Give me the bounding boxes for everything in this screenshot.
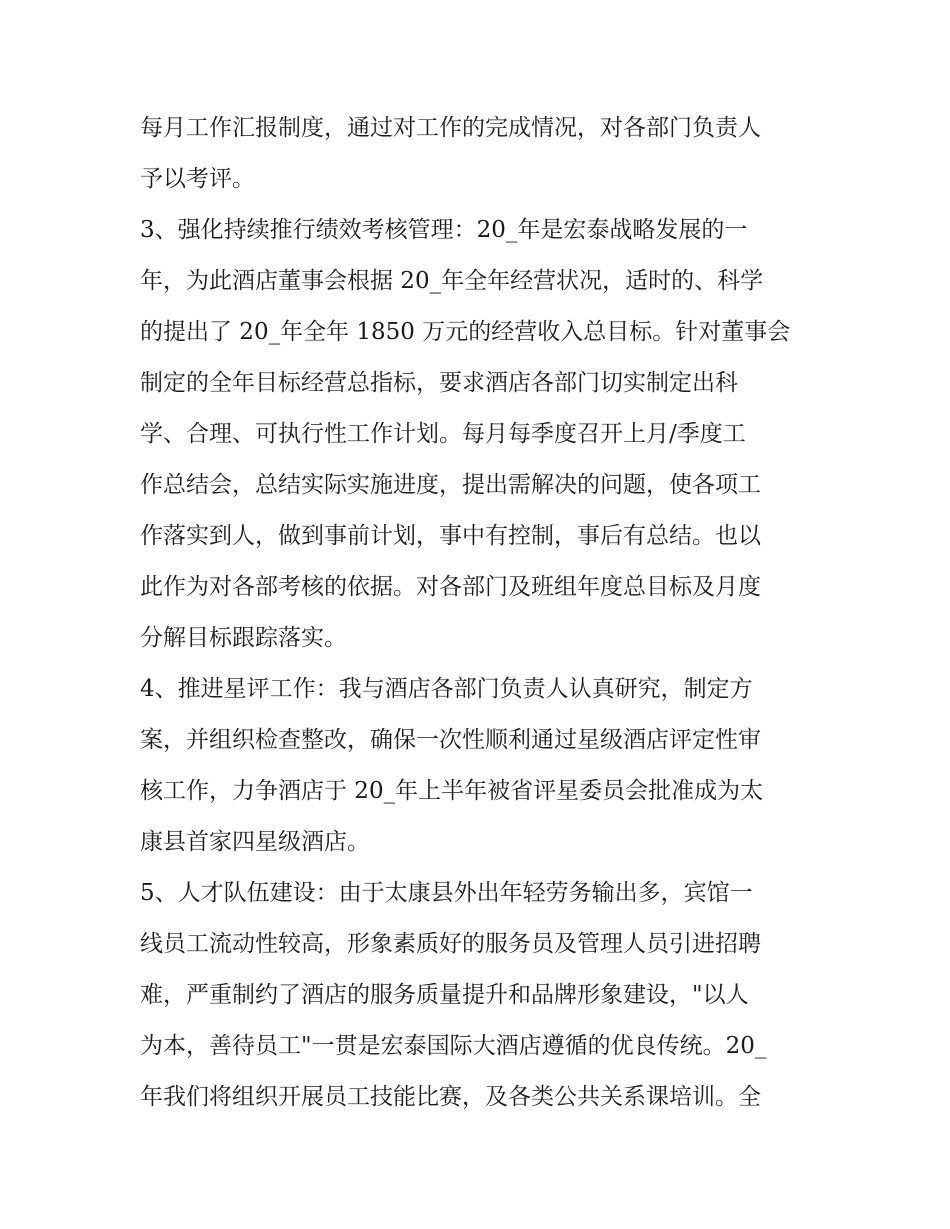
text-line: 案，并组织检查整改，确保一次性顺利通过星级酒店评定性审	[140, 727, 761, 753]
text-line: 每月工作汇报制度，通过对工作的完成情况，对各部门负责人	[140, 115, 761, 141]
text-line: 线员工流动性较高，形象素质好的服务员及管理人员引进招聘	[140, 931, 761, 957]
document-body	[140, 103, 820, 1123]
text-line: 此作为对各部考核的依据。对各部门及班组年度总目标及月度	[140, 574, 761, 600]
text-line: 5、人才队伍建设：由于太康县外出年轻劳务输出多，宾馆一	[140, 880, 753, 906]
text-line: 分解目标跟踪落实。	[140, 625, 347, 651]
text-line: 作落实到人，做到事前计划，事中有控制，事后有总结。也以	[140, 523, 761, 549]
text-line: 作总结会，总结实际实施进度，提出需解决的问题，使各项工	[140, 472, 761, 498]
text-line: 康县首家四星级酒店。	[140, 829, 370, 855]
text-line: 制定的全年目标经营总指标，要求酒店各部门切实制定出科	[140, 370, 738, 396]
text-line: 年，为此酒店董事会根据 20_年全年经营状况，适时的、科学	[140, 268, 764, 294]
text-line: 核工作，力争酒店于 20_年上半年被省评星委员会批准成为太	[140, 778, 764, 804]
text-line: 学、合理、可执行性工作计划。每月每季度召开上月/季度工	[140, 421, 746, 447]
text-line: 予以考评。	[140, 166, 255, 192]
text-line: 年我们将组织开展员工技能比赛，及各类公共关系课培训。全	[140, 1084, 761, 1110]
text-line: 为本，善待员工"一贯是宏泰国际大酒店遵循的优良传统。20_	[140, 1033, 767, 1059]
text-line: 难，严重制约了酒店的服务质量提升和品牌形象建设，"以人	[140, 982, 749, 1008]
text-line: 3、强化持续推行绩效考核管理：20_年是宏泰战略发展的一	[140, 217, 748, 243]
text-line: 4、推进星评工作：我与酒店各部门负责人认真研究，制定方	[140, 676, 753, 702]
text-line: 的提出了 20_年全年 1850 万元的经营收入总目标。针对董事会	[140, 319, 791, 345]
